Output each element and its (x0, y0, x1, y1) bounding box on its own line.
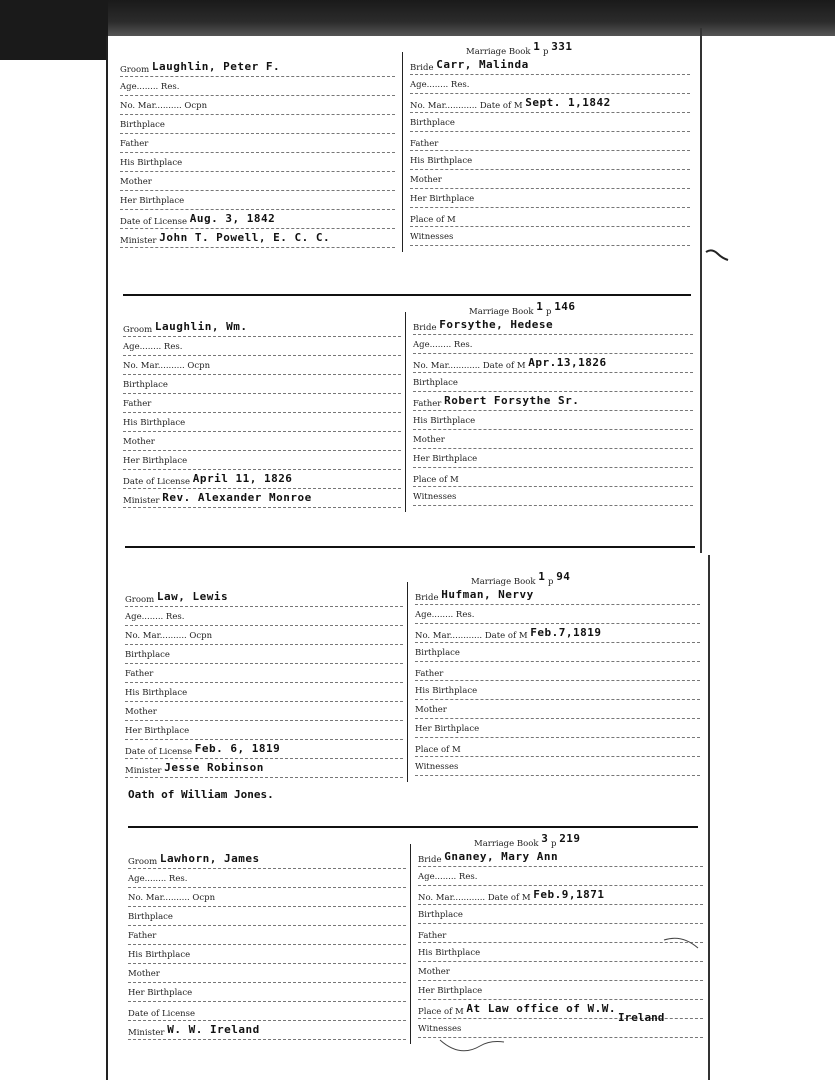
groom-birthplace-field (125, 649, 403, 664)
marriage-place: At Law office of W.W. (466, 1002, 616, 1015)
groom-nomar-field (125, 630, 403, 645)
scan-top-edge (0, 0, 835, 36)
field-label: Minister (120, 236, 160, 246)
marriage-date: Sept. 1,1842 (525, 96, 611, 109)
field-label: Mother (415, 705, 447, 715)
field-label: Mother (125, 707, 157, 717)
page-number: 146 (554, 300, 576, 313)
groom-birthplace-field (128, 911, 406, 926)
column-divider (402, 52, 403, 252)
groom-her-birthplace-field (128, 987, 406, 1002)
bride-father-name: Robert Forsythe Sr. (444, 394, 580, 407)
bride-age-field (415, 609, 700, 624)
record-separator (128, 826, 698, 828)
field-label: Place of M (410, 215, 456, 225)
field-label: Her Birthplace (418, 986, 483, 996)
groom-field (123, 322, 401, 337)
bride-her-birthplace-field (415, 723, 700, 738)
field-label: Father (418, 931, 447, 941)
bride-age-field (410, 79, 690, 94)
field-label: No. Mar.......... Ocpn (125, 631, 213, 641)
minister-name: Rev. Alexander Monroe (162, 491, 312, 504)
minister-name: W. W. Ireland (167, 1023, 260, 1036)
marriage-book-line (471, 570, 571, 587)
groom-father-field (125, 668, 403, 683)
record-note: Oath of William Jones. (128, 788, 274, 801)
field-label: Age........ Res. (120, 82, 180, 92)
page-border-right (700, 28, 702, 553)
field-label: Father (413, 399, 445, 409)
license-date-field (123, 474, 401, 489)
field-label: Birthplace (125, 650, 170, 660)
witnesses-field (418, 1023, 703, 1038)
book-number: 1 (533, 40, 541, 53)
bride-his-birthplace-field (413, 415, 693, 430)
bride-his-birthplace-field (418, 947, 703, 962)
page-border-right-lower (708, 555, 710, 1080)
field-label: Mother (120, 177, 152, 187)
minister-field (123, 493, 401, 508)
bride-mother-field (410, 174, 690, 189)
bride-age-field (413, 339, 693, 354)
bride-field (415, 590, 700, 605)
field-label: No. Mar............ Date of M (413, 361, 529, 371)
groom-age-field (123, 341, 401, 356)
field-label: Age........ Res. (410, 80, 470, 90)
bride-mother-field (413, 434, 693, 449)
bride-name: Hufman, Nervy (441, 588, 534, 601)
witnesses-field (413, 491, 693, 506)
field-label: Date of License (120, 217, 190, 227)
groom-mother-field (120, 176, 395, 191)
field-label: No. Mar............ Date of M (410, 101, 526, 111)
bride-birthplace-field (418, 909, 703, 924)
groom-field (125, 592, 403, 607)
minister-field (128, 1025, 406, 1040)
groom-field (128, 854, 406, 869)
marriage-place-field (415, 742, 700, 757)
field-label: Witnesses (410, 232, 454, 242)
field-label: His Birthplace (410, 156, 473, 166)
field-label: His Birthplace (125, 688, 188, 698)
marriage-book-line (466, 40, 573, 57)
groom-father-field (128, 930, 406, 945)
groom-mother-field (128, 968, 406, 983)
groom-mother-field (123, 436, 401, 451)
field-label: Her Birthplace (120, 196, 185, 206)
groom-her-birthplace-field (123, 455, 401, 470)
field-label: Her Birthplace (413, 454, 478, 464)
bride-name: Gnaney, Mary Ann (444, 850, 559, 863)
field-label: No. Mar............ Date of M (418, 893, 534, 903)
groom-her-birthplace-field (125, 725, 403, 740)
groom-his-birthplace-field (128, 949, 406, 964)
field-label: Witnesses (418, 1024, 462, 1034)
marriage-book-line (469, 300, 576, 317)
field-label: No. Mar.......... Ocpn (120, 101, 208, 111)
field-label: Father (128, 931, 157, 941)
bride-her-birthplace-field (418, 985, 703, 1000)
field-label: Minister (128, 1028, 168, 1038)
field-label: Birthplace (413, 378, 458, 388)
bride-name: Forsythe, Hedese (439, 318, 554, 331)
scan-corner (0, 0, 108, 60)
groom-field (120, 62, 395, 77)
bride-birthplace-field (415, 647, 700, 662)
minister-field (125, 763, 403, 778)
field-label: Father (410, 139, 439, 149)
field-label: Groom (123, 325, 155, 335)
field-label: Place of M (418, 1007, 467, 1017)
bride-father-field (410, 136, 690, 151)
field-label: Age........ Res. (128, 874, 188, 884)
page-number: 331 (551, 40, 573, 53)
field-label: His Birthplace (123, 418, 186, 428)
field-label: Bride (418, 855, 445, 865)
field-label: His Birthplace (413, 416, 476, 426)
field-label: Minister (123, 496, 163, 506)
field-label: His Birthplace (418, 948, 481, 958)
bride-his-birthplace-field (410, 155, 690, 170)
license-date: April 11, 1826 (192, 472, 293, 485)
column-divider (405, 312, 406, 512)
field-label: Age........ Res. (123, 342, 183, 352)
bride-her-birthplace-field (410, 193, 690, 208)
license-date-field (120, 214, 395, 229)
groom-name: Lawhorn, James (159, 852, 260, 865)
field-label: Date of License (128, 1009, 196, 1019)
field-label: Birthplace (128, 912, 173, 922)
groom-his-birthplace-field (125, 687, 403, 702)
bride-field (418, 852, 703, 867)
field-label: p (548, 839, 560, 849)
marriage-date-field (418, 890, 703, 905)
field-label: Groom (125, 595, 157, 605)
marriage-date: Feb.9,1871 (533, 888, 605, 901)
bride-father-field (418, 928, 703, 943)
groom-father-field (120, 138, 395, 153)
field-label: Mother (418, 967, 450, 977)
bride-his-birthplace-field (415, 685, 700, 700)
field-label: Mother (413, 435, 445, 445)
field-label: Her Birthplace (123, 456, 188, 466)
marriage-date-field (410, 98, 690, 113)
bride-name: Carr, Malinda (436, 58, 529, 71)
field-label: Birthplace (123, 380, 168, 390)
field-label: Birthplace (120, 120, 165, 130)
field-label: Minister (125, 766, 165, 776)
field-label: p (543, 307, 555, 317)
groom-nomar-field (123, 360, 401, 375)
field-label: p (540, 47, 552, 57)
field-label: No. Mar.......... Ocpn (123, 361, 211, 371)
groom-name: Laughlin, Peter F. (151, 60, 281, 73)
bride-field (413, 320, 693, 335)
marriage-date-field (413, 358, 693, 373)
field-label: Bride (415, 593, 442, 603)
field-label: Witnesses (415, 762, 459, 772)
field-label: No. Mar............ Date of M (415, 631, 531, 641)
groom-her-birthplace-field (120, 195, 395, 210)
groom-age-field (128, 873, 406, 888)
minister-name: John T. Powell, E. C. C. (159, 231, 331, 244)
groom-age-field (125, 611, 403, 626)
bride-mother-field (415, 704, 700, 719)
groom-nomar-field (128, 892, 406, 907)
book-number: 3 (541, 832, 549, 845)
field-label: Father (120, 139, 149, 149)
groom-father-field (123, 398, 401, 413)
field-label: Age........ Res. (418, 872, 478, 882)
bride-mother-field (418, 966, 703, 981)
field-label: Birthplace (418, 910, 463, 920)
page-border-left (106, 36, 108, 1080)
groom-birthplace-field (120, 119, 395, 134)
field-label: Marriage Book (469, 307, 537, 317)
license-date-field (128, 1006, 406, 1021)
field-label: Marriage Book (466, 47, 534, 57)
field-label: Father (123, 399, 152, 409)
minister-name: Jesse Robinson (164, 761, 264, 774)
bride-father-field (415, 666, 700, 681)
bride-age-field (418, 871, 703, 886)
field-label: Groom (128, 857, 160, 867)
field-label: Bride (410, 63, 437, 73)
field-label: Mother (128, 969, 160, 979)
field-label: p (545, 577, 557, 587)
groom-age-field (120, 81, 395, 96)
marriage-date: Apr.13,1826 (528, 356, 607, 369)
field-label: Place of M (413, 475, 459, 485)
bride-field (410, 60, 690, 75)
field-label: Date of License (123, 477, 193, 487)
groom-mother-field (125, 706, 403, 721)
field-label: Bride (413, 323, 440, 333)
bride-father-field (413, 396, 693, 411)
license-date-field (125, 744, 403, 759)
field-label: Marriage Book (474, 839, 542, 849)
groom-birthplace-field (123, 379, 401, 394)
column-divider (410, 844, 411, 1044)
field-label: Place of M (415, 745, 461, 755)
field-label: Age........ Res. (125, 612, 185, 622)
witnesses-field (415, 761, 700, 776)
field-label: Her Birthplace (128, 988, 193, 998)
field-label: Her Birthplace (125, 726, 190, 736)
bride-her-birthplace-field (413, 453, 693, 468)
field-label: Date of License (125, 747, 195, 757)
field-label: Witnesses (413, 492, 457, 502)
page-number: 219 (559, 832, 581, 845)
field-label: Father (415, 669, 444, 679)
column-divider (407, 582, 408, 782)
license-date: Feb. 6, 1819 (194, 742, 281, 755)
bride-birthplace-field (410, 117, 690, 132)
record-separator (123, 294, 691, 296)
field-label: No. Mar.......... Ocpn (128, 893, 216, 903)
groom-nomar-field (120, 100, 395, 115)
book-number: 1 (538, 570, 546, 583)
witnesses-field (410, 231, 690, 246)
marriage-book-line (474, 832, 581, 849)
minister-field (120, 233, 395, 248)
record-separator (125, 546, 695, 548)
groom-his-birthplace-field (120, 157, 395, 172)
field-label: His Birthplace (128, 950, 191, 960)
groom-name: Law, Lewis (156, 590, 229, 603)
field-label: Age........ Res. (413, 340, 473, 350)
field-label: Father (125, 669, 154, 679)
field-label: Birthplace (410, 118, 455, 128)
field-label: Her Birthplace (415, 724, 480, 734)
marriage-date: Feb.7,1819 (530, 626, 602, 639)
groom-name: Laughlin, Wm. (154, 320, 248, 333)
field-label: Mother (123, 437, 155, 447)
marriage-place-field (413, 472, 693, 487)
bride-birthplace-field (413, 377, 693, 392)
page-number: 94 (556, 570, 571, 583)
field-label: Groom (120, 65, 152, 75)
field-label: Her Birthplace (410, 194, 475, 204)
book-number: 1 (536, 300, 544, 313)
groom-his-birthplace-field (123, 417, 401, 432)
marriage-place-field (410, 212, 690, 227)
marriage-place-continued: Ireland (618, 1011, 665, 1024)
field-label: His Birthplace (415, 686, 478, 696)
field-label: Birthplace (415, 648, 460, 658)
field-label: Mother (410, 175, 442, 185)
marriage-date-field (415, 628, 700, 643)
field-label: His Birthplace (120, 158, 183, 168)
field-label: Marriage Book (471, 577, 539, 587)
field-label: Age........ Res. (415, 610, 475, 620)
license-date: Aug. 3, 1842 (189, 212, 276, 225)
